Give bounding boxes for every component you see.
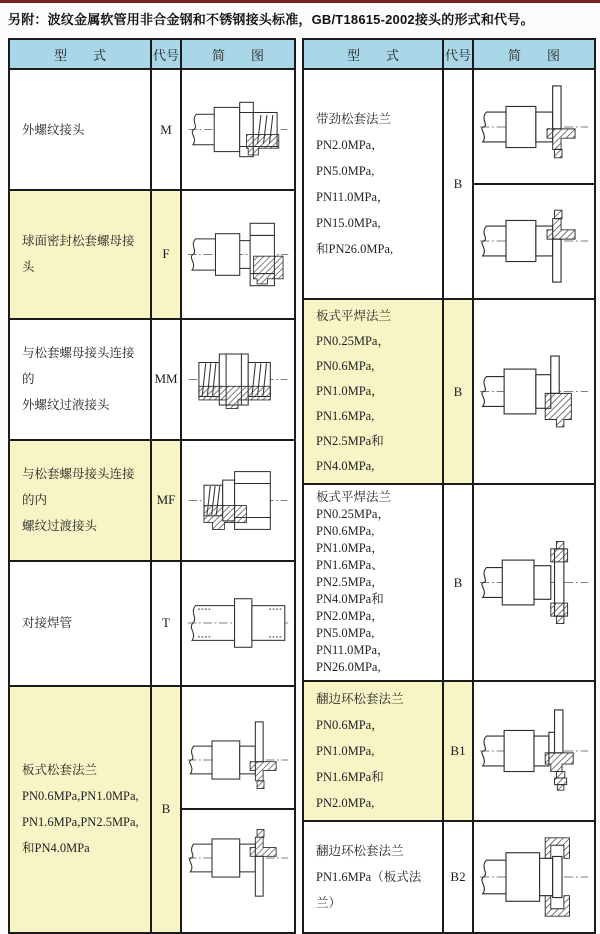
type-line: 与松套螺母接头连接的 bbox=[22, 346, 135, 387]
fitting-diagram-loose-nut bbox=[186, 209, 290, 300]
type-cell bbox=[303, 681, 443, 821]
table-row bbox=[9, 561, 295, 686]
diagram-cell bbox=[473, 681, 595, 821]
type-cell bbox=[9, 319, 151, 440]
code-cell: B2 bbox=[443, 821, 473, 933]
type-line: PN0.6MPa,PN1.0MPa, bbox=[22, 789, 139, 804]
diagram-cell bbox=[181, 561, 295, 686]
table-row bbox=[9, 686, 295, 933]
fitting-diagram-flange-down bbox=[478, 74, 590, 180]
type-cell bbox=[9, 69, 151, 190]
type-line: PN0.6MPa，PN1.0MPa, bbox=[316, 718, 384, 758]
diagram-half bbox=[474, 71, 594, 185]
page-title: 另附：波纹金属软管用非合金钢和不锈钢接头标准，GB/T18615-2002接头的形式和代号。 bbox=[8, 12, 534, 27]
table-row bbox=[9, 190, 295, 319]
type-line: 与松套螺母接头连接的内 bbox=[22, 467, 135, 508]
type-line: 板式平焊法兰 bbox=[316, 490, 392, 504]
fitting-diagram-flange-up bbox=[186, 813, 290, 903]
type-line: PN2.0MPa，PN5.0MPa, bbox=[316, 609, 384, 640]
page-top-strip bbox=[0, 0, 600, 3]
fitting-diagram-male-thread bbox=[186, 87, 290, 172]
diagram-half bbox=[182, 810, 294, 906]
table-row bbox=[9, 69, 295, 190]
diagram-cell bbox=[473, 299, 595, 484]
type-line: 板式松套法兰 bbox=[22, 763, 98, 778]
table-row bbox=[303, 69, 595, 299]
left-table bbox=[8, 38, 296, 934]
type-line: 板式平焊法兰 bbox=[316, 309, 392, 323]
diagram-cell bbox=[181, 440, 295, 561]
diagram-cell bbox=[181, 69, 295, 190]
type-line: 螺纹过渡接头 bbox=[22, 519, 98, 534]
type-cell bbox=[303, 299, 443, 484]
right-table bbox=[302, 38, 596, 934]
col-header: 简 图 bbox=[181, 39, 295, 69]
code-cell: MM bbox=[151, 319, 181, 440]
type-line: PN1.0MPa，PN1.6MPa, bbox=[316, 384, 384, 423]
type-cell bbox=[303, 69, 443, 299]
type-line: PN11.0MPa，PN15.0MPa, bbox=[316, 190, 390, 230]
fitting-diagram-butt-weld bbox=[186, 579, 290, 667]
col-header: 型 式 bbox=[303, 39, 443, 69]
table-row bbox=[9, 440, 295, 561]
code-cell: B bbox=[443, 69, 473, 299]
code-cell: B bbox=[443, 484, 473, 681]
type-line: PN1.6MPa和PN2.0MPa, bbox=[316, 770, 384, 810]
table-row bbox=[303, 484, 595, 681]
type-line: 对接焊管 bbox=[22, 616, 73, 631]
type-line: 外螺纹接头 bbox=[22, 122, 85, 137]
diagram-half bbox=[182, 712, 294, 810]
type-line: 翻边环松套法兰 bbox=[316, 692, 404, 706]
diagram-cell bbox=[473, 821, 595, 933]
type-cell bbox=[9, 561, 151, 686]
code-cell: B bbox=[151, 686, 181, 933]
type-cell bbox=[9, 190, 151, 319]
col-header: 代号 bbox=[443, 39, 473, 69]
code-cell: F bbox=[151, 190, 181, 319]
header-row bbox=[303, 39, 595, 69]
code-cell: M bbox=[151, 69, 181, 190]
type-line: PN1.6MPa（板式法兰） bbox=[316, 870, 422, 910]
type-line: PN0.25MPa，PN0.6MPa, bbox=[316, 334, 390, 373]
fitting-diagram-clamp-flange bbox=[478, 827, 590, 927]
type-line: PN0.25MPa，PN0.6MPa, bbox=[316, 507, 390, 538]
type-line: PN1.0MPa，PN1.6MPa、 bbox=[316, 541, 384, 572]
fitting-diagram-nipple-mf bbox=[186, 458, 290, 543]
table-row bbox=[9, 319, 295, 440]
type-line: PN11.0MPa，PN26.0MPa, bbox=[316, 643, 390, 674]
type-line: PN2.5MPa，PN4.0MPa和 bbox=[316, 575, 384, 606]
type-cell bbox=[303, 484, 443, 681]
fitting-diagram-nipple-mm bbox=[186, 337, 290, 422]
type-cell bbox=[9, 686, 151, 933]
type-cell bbox=[9, 440, 151, 561]
type-line: PN1.6MPa,PN2.5MPa, bbox=[22, 815, 139, 830]
code-cell: MF bbox=[151, 440, 181, 561]
fitting-diagram-weld-flange-down bbox=[478, 340, 590, 443]
table-row bbox=[303, 821, 595, 933]
tables-wrap bbox=[8, 38, 596, 934]
type-line: 带劲松套法兰 bbox=[316, 112, 392, 126]
diagram-cell bbox=[181, 190, 295, 319]
diagram-cell bbox=[181, 686, 295, 933]
diagram-cell bbox=[473, 484, 595, 681]
table-row bbox=[303, 299, 595, 484]
col-header: 简 图 bbox=[473, 39, 595, 69]
col-header: 代号 bbox=[151, 39, 181, 69]
code-cell: B bbox=[443, 299, 473, 484]
header-row bbox=[9, 39, 295, 69]
type-line: 翻边环松套法兰 bbox=[316, 844, 404, 858]
fitting-diagram-flange-up bbox=[478, 188, 590, 294]
type-line: 和PN4.0MPa bbox=[22, 841, 90, 856]
col-header: 型 式 bbox=[9, 39, 151, 69]
diagram-cell bbox=[473, 69, 595, 299]
type-line: 外螺纹过液接头 bbox=[22, 398, 110, 413]
table-row bbox=[303, 681, 595, 821]
diagram-half bbox=[474, 185, 594, 297]
type-line: 和PN26.0MPa, bbox=[316, 242, 394, 256]
type-line: PN2.5MPa和PN4.0MPa, bbox=[316, 434, 384, 473]
code-cell: T bbox=[151, 561, 181, 686]
type-cell bbox=[303, 821, 443, 933]
fitting-diagram-flange-down bbox=[186, 715, 290, 805]
diagram-cell bbox=[181, 319, 295, 440]
type-line: PN2.0MPa，PN5.0MPa, bbox=[316, 138, 384, 178]
fitting-diagram-weld-flange-both bbox=[478, 529, 590, 636]
code-cell: B1 bbox=[443, 681, 473, 821]
type-line: 球面密封松套螺母接头 bbox=[22, 234, 135, 275]
fitting-diagram-flared-flange bbox=[478, 699, 590, 803]
